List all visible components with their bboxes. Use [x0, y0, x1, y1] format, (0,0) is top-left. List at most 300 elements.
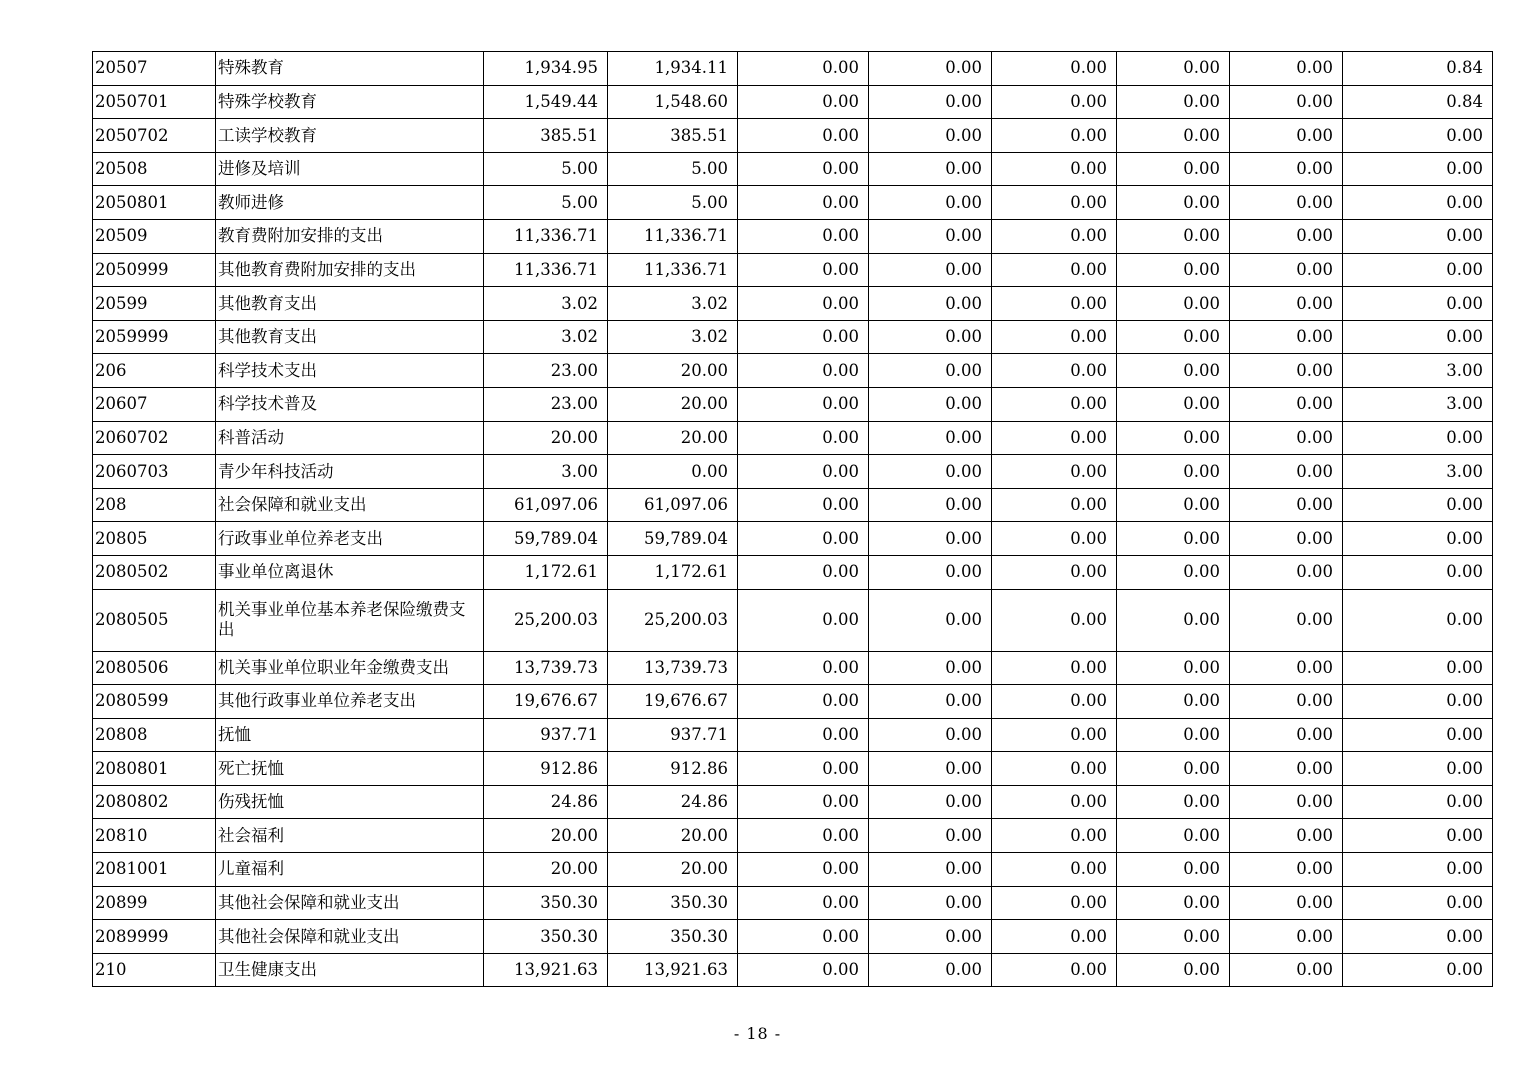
amount-cell: 0.00 — [738, 685, 869, 719]
subject-code-cell: 20508 — [93, 152, 216, 186]
subject-code-cell: 2050701 — [93, 85, 216, 119]
subject-name-cell: 其他行政事业单位养老支出 — [216, 685, 484, 719]
amount-cell: 20.00 — [608, 819, 738, 853]
amount-cell: 0.00 — [992, 718, 1117, 752]
amount-cell: 13,921.63 — [608, 953, 738, 987]
amount-cell: 0.00 — [992, 85, 1117, 119]
amount-cell: 0.00 — [992, 752, 1117, 786]
amount-cell: 3.02 — [484, 320, 608, 354]
amount-cell: 385.51 — [484, 119, 608, 153]
subject-name-cell: 教育费附加安排的支出 — [216, 219, 484, 253]
amount-cell: 0.00 — [1230, 455, 1343, 489]
amount-cell: 0.00 — [1117, 920, 1230, 954]
amount-cell: 3.02 — [608, 320, 738, 354]
amount-cell: 937.71 — [608, 718, 738, 752]
amount-cell: 0.00 — [1343, 953, 1493, 987]
amount-cell: 0.00 — [1117, 253, 1230, 287]
table-row — [93, 119, 1493, 153]
amount-cell: 350.30 — [484, 886, 608, 920]
table-row — [93, 219, 1493, 253]
amount-cell: 0.00 — [1117, 186, 1230, 220]
table-row — [93, 455, 1493, 489]
subject-name-cell: 死亡抚恤 — [216, 752, 484, 786]
amount-cell: 0.00 — [1230, 152, 1343, 186]
amount-cell: 0.00 — [1343, 219, 1493, 253]
subject-name-cell: 儿童福利 — [216, 853, 484, 887]
amount-cell: 0.00 — [869, 186, 992, 220]
amount-cell: 0.00 — [1343, 886, 1493, 920]
amount-cell: 0.00 — [992, 287, 1117, 321]
amount-cell: 24.86 — [608, 785, 738, 819]
amount-cell: 0.00 — [992, 886, 1117, 920]
subject-code-cell: 208 — [93, 488, 216, 522]
amount-cell: 0.00 — [1117, 52, 1230, 86]
amount-cell: 0.00 — [738, 421, 869, 455]
amount-cell: 3.02 — [484, 287, 608, 321]
amount-cell: 0.84 — [1343, 52, 1493, 86]
subject-name-cell: 其他社会保障和就业支出 — [216, 920, 484, 954]
amount-cell: 0.00 — [738, 555, 869, 589]
amount-cell: 19,676.67 — [608, 685, 738, 719]
subject-code-cell: 206 — [93, 354, 216, 388]
amount-cell: 0.00 — [1230, 589, 1343, 651]
amount-cell: 0.00 — [1343, 253, 1493, 287]
amount-cell: 20.00 — [608, 853, 738, 887]
amount-cell: 0.00 — [869, 421, 992, 455]
amount-cell: 912.86 — [484, 752, 608, 786]
table-row — [93, 953, 1493, 987]
subject-name-cell: 事业单位离退休 — [216, 555, 484, 589]
amount-cell: 61,097.06 — [484, 488, 608, 522]
amount-cell: 0.00 — [1230, 555, 1343, 589]
amount-cell: 0.00 — [1117, 488, 1230, 522]
amount-cell: 0.00 — [738, 320, 869, 354]
amount-cell: 0.00 — [1230, 186, 1343, 220]
subject-name-cell: 其他教育费附加安排的支出 — [216, 253, 484, 287]
amount-cell: 0.00 — [869, 819, 992, 853]
amount-cell: 0.00 — [1117, 152, 1230, 186]
amount-cell: 0.00 — [1117, 320, 1230, 354]
subject-name-cell: 科普活动 — [216, 421, 484, 455]
amount-cell: 0.00 — [992, 685, 1117, 719]
table-body — [93, 52, 1493, 987]
table-row — [93, 52, 1493, 86]
subject-code-cell: 2080599 — [93, 685, 216, 719]
amount-cell: 0.00 — [608, 455, 738, 489]
amount-cell: 0.00 — [1343, 819, 1493, 853]
amount-cell: 0.00 — [869, 920, 992, 954]
amount-cell: 5.00 — [608, 186, 738, 220]
amount-cell: 350.30 — [608, 886, 738, 920]
amount-cell: 0.00 — [869, 589, 992, 651]
table-row — [93, 354, 1493, 388]
amount-cell: 0.00 — [1117, 718, 1230, 752]
table-row — [93, 253, 1493, 287]
amount-cell: 350.30 — [608, 920, 738, 954]
table-row — [93, 421, 1493, 455]
table-row — [93, 287, 1493, 321]
amount-cell: 5.00 — [484, 152, 608, 186]
subject-code-cell: 20607 — [93, 387, 216, 421]
amount-cell: 0.00 — [1117, 85, 1230, 119]
table-row — [93, 152, 1493, 186]
subject-code-cell: 20899 — [93, 886, 216, 920]
amount-cell: 59,789.04 — [608, 522, 738, 556]
amount-cell: 0.00 — [1343, 718, 1493, 752]
table-row — [93, 685, 1493, 719]
amount-cell: 0.00 — [1230, 320, 1343, 354]
amount-cell: 20.00 — [484, 421, 608, 455]
amount-cell: 0.00 — [1343, 853, 1493, 887]
amount-cell: 0.00 — [992, 152, 1117, 186]
table-row — [93, 320, 1493, 354]
amount-cell: 0.00 — [992, 219, 1117, 253]
amount-cell: 0.00 — [1117, 555, 1230, 589]
amount-cell: 0.00 — [869, 685, 992, 719]
amount-cell: 13,739.73 — [608, 651, 738, 685]
amount-cell: 0.00 — [738, 853, 869, 887]
table-row — [93, 85, 1493, 119]
table-row — [93, 853, 1493, 887]
amount-cell: 0.00 — [1230, 52, 1343, 86]
amount-cell: 0.00 — [869, 455, 992, 489]
table-row — [93, 522, 1493, 556]
amount-cell: 0.00 — [869, 651, 992, 685]
subject-name-cell: 教师进修 — [216, 186, 484, 220]
subject-name-cell: 社会福利 — [216, 819, 484, 853]
subject-name-cell: 其他教育支出 — [216, 287, 484, 321]
amount-cell: 0.00 — [1117, 455, 1230, 489]
amount-cell: 0.00 — [992, 488, 1117, 522]
amount-cell: 0.00 — [1343, 752, 1493, 786]
amount-cell: 3.00 — [1343, 354, 1493, 388]
amount-cell: 0.00 — [869, 354, 992, 388]
amount-cell: 0.00 — [1230, 785, 1343, 819]
amount-cell: 0.00 — [1230, 819, 1343, 853]
amount-cell: 0.00 — [1230, 253, 1343, 287]
amount-cell: 3.00 — [484, 455, 608, 489]
amount-cell: 350.30 — [484, 920, 608, 954]
amount-cell: 0.00 — [738, 186, 869, 220]
amount-cell: 0.00 — [1117, 119, 1230, 153]
subject-code-cell: 2080505 — [93, 589, 216, 651]
amount-cell: 0.00 — [1230, 718, 1343, 752]
subject-name-cell: 抚恤 — [216, 718, 484, 752]
amount-cell: 59,789.04 — [484, 522, 608, 556]
amount-cell: 23.00 — [484, 387, 608, 421]
amount-cell: 11,336.71 — [608, 253, 738, 287]
subject-name-cell: 科学技术普及 — [216, 387, 484, 421]
amount-cell: 385.51 — [608, 119, 738, 153]
amount-cell: 0.00 — [738, 920, 869, 954]
amount-cell: 0.00 — [738, 886, 869, 920]
amount-cell: 1,549.44 — [484, 85, 608, 119]
amount-cell: 0.00 — [738, 589, 869, 651]
amount-cell: 0.00 — [869, 52, 992, 86]
amount-cell: 0.00 — [869, 853, 992, 887]
subject-name-cell: 青少年科技活动 — [216, 455, 484, 489]
table-row — [93, 651, 1493, 685]
table-row — [93, 555, 1493, 589]
table-row — [93, 589, 1493, 651]
subject-code-cell: 20599 — [93, 287, 216, 321]
amount-cell: 25,200.03 — [484, 589, 608, 651]
amount-cell: 0.00 — [1117, 522, 1230, 556]
amount-cell: 0.00 — [1230, 651, 1343, 685]
subject-code-cell: 20805 — [93, 522, 216, 556]
table-row — [93, 186, 1493, 220]
amount-cell: 0.00 — [738, 953, 869, 987]
amount-cell: 0.00 — [1230, 853, 1343, 887]
amount-cell: 0.00 — [992, 253, 1117, 287]
subject-code-cell: 2050999 — [93, 253, 216, 287]
subject-code-cell: 20509 — [93, 219, 216, 253]
table-row — [93, 920, 1493, 954]
table-row — [93, 488, 1493, 522]
amount-cell: 20.00 — [484, 819, 608, 853]
amount-cell: 3.02 — [608, 287, 738, 321]
amount-cell: 0.00 — [1343, 421, 1493, 455]
amount-cell: 0.00 — [1343, 119, 1493, 153]
amount-cell: 0.00 — [869, 320, 992, 354]
amount-cell: 0.00 — [1230, 387, 1343, 421]
amount-cell: 0.00 — [992, 785, 1117, 819]
amount-cell: 11,336.71 — [484, 219, 608, 253]
amount-cell: 0.00 — [1117, 651, 1230, 685]
amount-cell: 0.00 — [738, 387, 869, 421]
amount-cell: 1,548.60 — [608, 85, 738, 119]
budget-table — [92, 51, 1493, 987]
amount-cell: 0.00 — [869, 953, 992, 987]
amount-cell: 0.00 — [992, 186, 1117, 220]
amount-cell: 0.00 — [738, 219, 869, 253]
subject-code-cell: 20810 — [93, 819, 216, 853]
amount-cell: 0.00 — [992, 555, 1117, 589]
amount-cell: 0.00 — [869, 488, 992, 522]
subject-name-cell: 其他教育支出 — [216, 320, 484, 354]
table-row — [93, 886, 1493, 920]
subject-code-cell: 2080802 — [93, 785, 216, 819]
amount-cell: 0.00 — [992, 589, 1117, 651]
amount-cell: 20.00 — [608, 421, 738, 455]
amount-cell: 0.00 — [1230, 287, 1343, 321]
amount-cell: 0.00 — [869, 119, 992, 153]
amount-cell: 0.00 — [1343, 320, 1493, 354]
amount-cell: 0.00 — [738, 718, 869, 752]
amount-cell: 0.00 — [738, 253, 869, 287]
subject-name-cell: 机关事业单位基本养老保险缴费支出 — [216, 589, 484, 651]
subject-code-cell: 2080502 — [93, 555, 216, 589]
amount-cell: 0.00 — [869, 555, 992, 589]
amount-cell: 0.00 — [1343, 522, 1493, 556]
amount-cell: 0.00 — [1343, 488, 1493, 522]
amount-cell: 0.00 — [992, 920, 1117, 954]
amount-cell: 0.00 — [738, 819, 869, 853]
page-number: - 18 - — [733, 1024, 782, 1043]
amount-cell: 11,336.71 — [608, 219, 738, 253]
amount-cell: 0.00 — [992, 354, 1117, 388]
amount-cell: 0.00 — [1343, 287, 1493, 321]
amount-cell: 0.00 — [992, 819, 1117, 853]
amount-cell: 0.00 — [992, 387, 1117, 421]
amount-cell: 0.00 — [738, 785, 869, 819]
subject-name-cell: 机关事业单位职业年金缴费支出 — [216, 651, 484, 685]
amount-cell: 0.00 — [992, 320, 1117, 354]
amount-cell: 0.00 — [1117, 287, 1230, 321]
amount-cell: 0.00 — [869, 253, 992, 287]
amount-cell: 0.00 — [1230, 85, 1343, 119]
amount-cell: 1,172.61 — [608, 555, 738, 589]
amount-cell: 0.00 — [738, 52, 869, 86]
amount-cell: 0.00 — [1230, 685, 1343, 719]
amount-cell: 0.00 — [738, 354, 869, 388]
amount-cell: 0.00 — [738, 651, 869, 685]
amount-cell: 0.00 — [1117, 953, 1230, 987]
amount-cell: 1,934.95 — [484, 52, 608, 86]
amount-cell: 912.86 — [608, 752, 738, 786]
amount-cell: 20.00 — [608, 354, 738, 388]
subject-code-cell: 2081001 — [93, 853, 216, 887]
amount-cell: 0.00 — [738, 455, 869, 489]
amount-cell: 0.00 — [1343, 152, 1493, 186]
amount-cell: 0.00 — [1117, 421, 1230, 455]
amount-cell: 0.00 — [992, 455, 1117, 489]
subject-code-cell: 2050702 — [93, 119, 216, 153]
amount-cell: 0.00 — [1230, 354, 1343, 388]
amount-cell: 0.00 — [992, 953, 1117, 987]
amount-cell: 0.00 — [1343, 685, 1493, 719]
amount-cell: 13,921.63 — [484, 953, 608, 987]
amount-cell: 0.00 — [1230, 522, 1343, 556]
amount-cell: 61,097.06 — [608, 488, 738, 522]
amount-cell: 0.00 — [992, 421, 1117, 455]
amount-cell: 19,676.67 — [484, 685, 608, 719]
table-row — [93, 752, 1493, 786]
amount-cell: 0.00 — [1343, 651, 1493, 685]
amount-cell: 0.00 — [1343, 785, 1493, 819]
amount-cell: 937.71 — [484, 718, 608, 752]
amount-cell: 0.00 — [869, 152, 992, 186]
subject-code-cell: 20507 — [93, 52, 216, 86]
subject-name-cell: 工读学校教育 — [216, 119, 484, 153]
subject-code-cell: 2060703 — [93, 455, 216, 489]
amount-cell: 0.00 — [869, 85, 992, 119]
amount-cell: 0.00 — [1343, 186, 1493, 220]
amount-cell: 0.00 — [1230, 886, 1343, 920]
amount-cell: 0.00 — [1117, 853, 1230, 887]
amount-cell: 20.00 — [484, 853, 608, 887]
amount-cell: 0.00 — [1230, 920, 1343, 954]
amount-cell: 0.00 — [869, 287, 992, 321]
subject-name-cell: 社会保障和就业支出 — [216, 488, 484, 522]
subject-name-cell: 其他社会保障和就业支出 — [216, 886, 484, 920]
amount-cell: 0.00 — [1343, 555, 1493, 589]
amount-cell: 0.00 — [1117, 589, 1230, 651]
amount-cell: 23.00 — [484, 354, 608, 388]
amount-cell: 0.00 — [1230, 488, 1343, 522]
amount-cell: 0.00 — [992, 119, 1117, 153]
amount-cell: 0.00 — [738, 85, 869, 119]
table-row — [93, 785, 1493, 819]
amount-cell: 1,934.11 — [608, 52, 738, 86]
amount-cell: 3.00 — [1343, 455, 1493, 489]
amount-cell: 25,200.03 — [608, 589, 738, 651]
subject-code-cell: 2050801 — [93, 186, 216, 220]
amount-cell: 0.00 — [869, 785, 992, 819]
amount-cell: 0.00 — [992, 853, 1117, 887]
amount-cell: 0.00 — [1117, 354, 1230, 388]
amount-cell: 0.00 — [869, 219, 992, 253]
amount-cell: 0.00 — [992, 522, 1117, 556]
amount-cell: 0.00 — [869, 718, 992, 752]
amount-cell: 11,336.71 — [484, 253, 608, 287]
subject-code-cell: 2060702 — [93, 421, 216, 455]
subject-name-cell: 特殊学校教育 — [216, 85, 484, 119]
amount-cell: 0.00 — [1230, 119, 1343, 153]
subject-code-cell: 2080801 — [93, 752, 216, 786]
subject-name-cell: 特殊教育 — [216, 52, 484, 86]
amount-cell: 0.00 — [1117, 819, 1230, 853]
amount-cell: 24.86 — [484, 785, 608, 819]
amount-cell: 0.00 — [1343, 920, 1493, 954]
amount-cell: 0.00 — [1230, 421, 1343, 455]
amount-cell: 0.00 — [1343, 589, 1493, 651]
amount-cell: 0.00 — [738, 287, 869, 321]
amount-cell: 0.00 — [992, 52, 1117, 86]
amount-cell: 0.00 — [1117, 785, 1230, 819]
amount-cell: 0.00 — [1117, 886, 1230, 920]
amount-cell: 0.00 — [1117, 387, 1230, 421]
subject-name-cell: 行政事业单位养老支出 — [216, 522, 484, 556]
amount-cell: 0.00 — [738, 488, 869, 522]
subject-code-cell: 2080506 — [93, 651, 216, 685]
amount-cell: 0.00 — [869, 522, 992, 556]
subject-name-cell: 进修及培训 — [216, 152, 484, 186]
amount-cell: 3.00 — [1343, 387, 1493, 421]
amount-cell: 13,739.73 — [484, 651, 608, 685]
subject-name-cell: 伤残抚恤 — [216, 785, 484, 819]
amount-cell: 0.00 — [1230, 219, 1343, 253]
amount-cell: 0.00 — [1230, 752, 1343, 786]
table-row — [93, 387, 1493, 421]
subject-name-cell: 卫生健康支出 — [216, 953, 484, 987]
table-row — [93, 718, 1493, 752]
amount-cell: 0.00 — [869, 752, 992, 786]
subject-name-cell: 科学技术支出 — [216, 354, 484, 388]
amount-cell: 0.00 — [738, 152, 869, 186]
amount-cell: 20.00 — [608, 387, 738, 421]
subject-code-cell: 20808 — [93, 718, 216, 752]
subject-code-cell: 2059999 — [93, 320, 216, 354]
amount-cell: 0.00 — [1117, 752, 1230, 786]
amount-cell: 0.00 — [738, 119, 869, 153]
amount-cell: 0.00 — [992, 651, 1117, 685]
subject-code-cell: 210 — [93, 953, 216, 987]
subject-code-cell: 2089999 — [93, 920, 216, 954]
amount-cell: 5.00 — [608, 152, 738, 186]
amount-cell: 0.00 — [869, 886, 992, 920]
amount-cell: 0.00 — [738, 522, 869, 556]
amount-cell: 1,172.61 — [484, 555, 608, 589]
amount-cell: 0.00 — [869, 387, 992, 421]
table-row — [93, 819, 1493, 853]
amount-cell: 0.00 — [1117, 219, 1230, 253]
amount-cell: 0.00 — [1230, 953, 1343, 987]
amount-cell: 0.00 — [738, 752, 869, 786]
amount-cell: 5.00 — [484, 186, 608, 220]
amount-cell: 0.84 — [1343, 85, 1493, 119]
amount-cell: 0.00 — [1117, 685, 1230, 719]
